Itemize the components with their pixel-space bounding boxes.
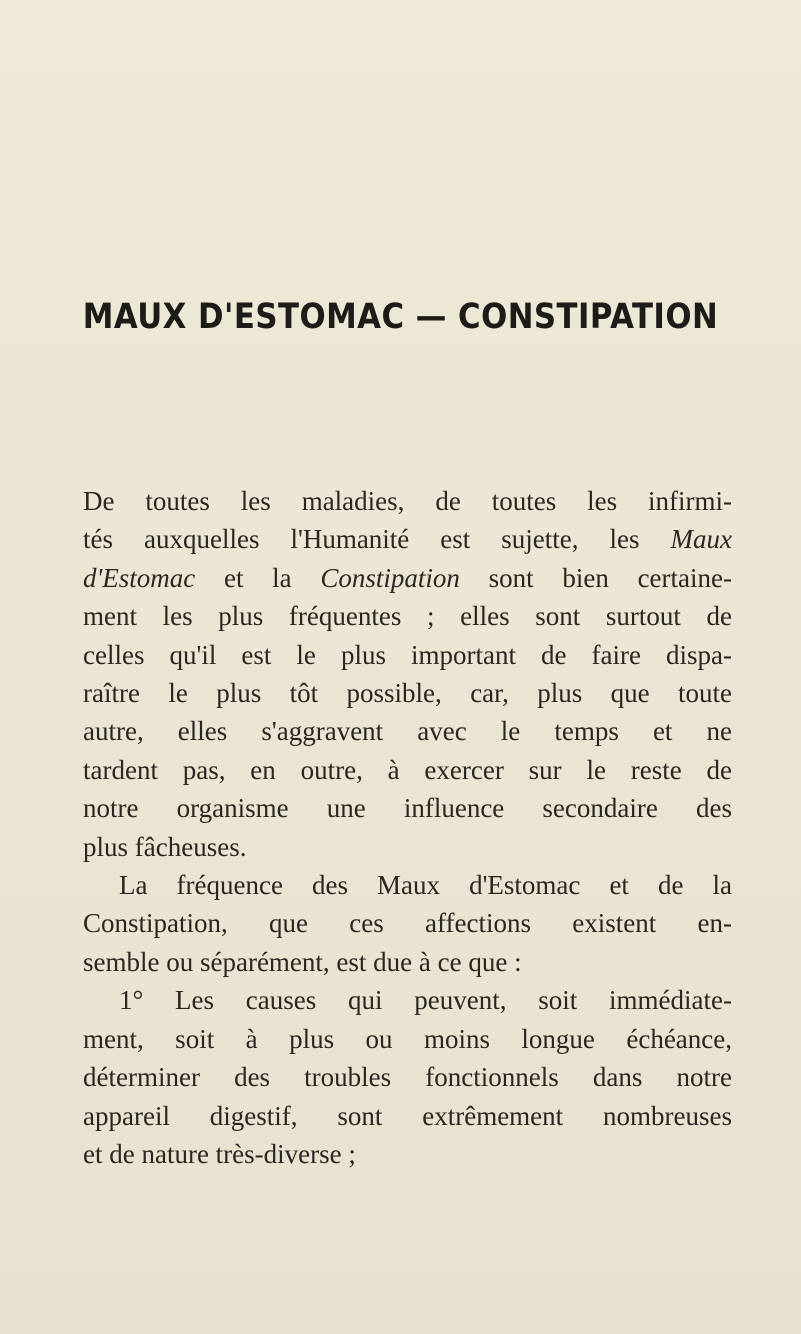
text-line-13: semble ou séparément, est due à ce que : <box>83 946 522 977</box>
text-line-1: De toutes les maladies, de toutes les infirmi- <box>83 486 732 516</box>
text-line-10: plus fâcheuses. <box>83 831 247 862</box>
text-line-9: notre organisme une influence secondaire des <box>83 793 732 824</box>
text-line-16: déterminer des troubles fonctionnels dans notre <box>83 1062 732 1093</box>
text-line-3-italic-1: d'Estomac <box>83 562 196 593</box>
text-line-3-italic-2: Constipation <box>320 562 460 593</box>
text-line-5: celles qu'il est le plus important de faire dispa- <box>83 639 732 670</box>
text-line-15: ment, soit à plus ou moins longue échéance, <box>83 1023 732 1054</box>
text-line-18: et de nature très-diverse ; <box>83 1138 356 1169</box>
text-line-7: autre, elles s'aggravent avec le temps et ne <box>83 716 732 747</box>
text-line-2-italic: Maux <box>670 524 732 555</box>
text-line-4: ment les plus fréquentes ; elles sont surtout de <box>83 601 732 632</box>
text-line-8: tardent pas, en outre, à exercer sur le reste de <box>83 754 732 785</box>
body-text <box>83 482 732 1173</box>
text-line-17: appareil digestif, sont extrêmement nombreuses <box>83 1100 732 1131</box>
text-line-11: La fréquence des Maux d'Estomac et de la <box>119 870 732 901</box>
text-line-3 <box>83 559 732 597</box>
text-line-3-suffix: sont bien certaine- <box>459 562 732 593</box>
text-line-3-middle: et la <box>195 562 321 593</box>
page-title: MAUX D'ESTOMAC — CONSTIPATION <box>82 297 719 337</box>
text-line-2 <box>83 520 732 558</box>
text-line-2-prefix: tés auxquelles l'Humanité est sujette, les <box>83 524 671 555</box>
text-line-12: Constipation, que ces affections existent en- <box>83 908 732 939</box>
text-line-6: raître le plus tôt possible, car, plus que toute <box>83 678 732 709</box>
text-line-14: 1° Les causes qui peuvent, soit immédiate- <box>119 985 732 1016</box>
